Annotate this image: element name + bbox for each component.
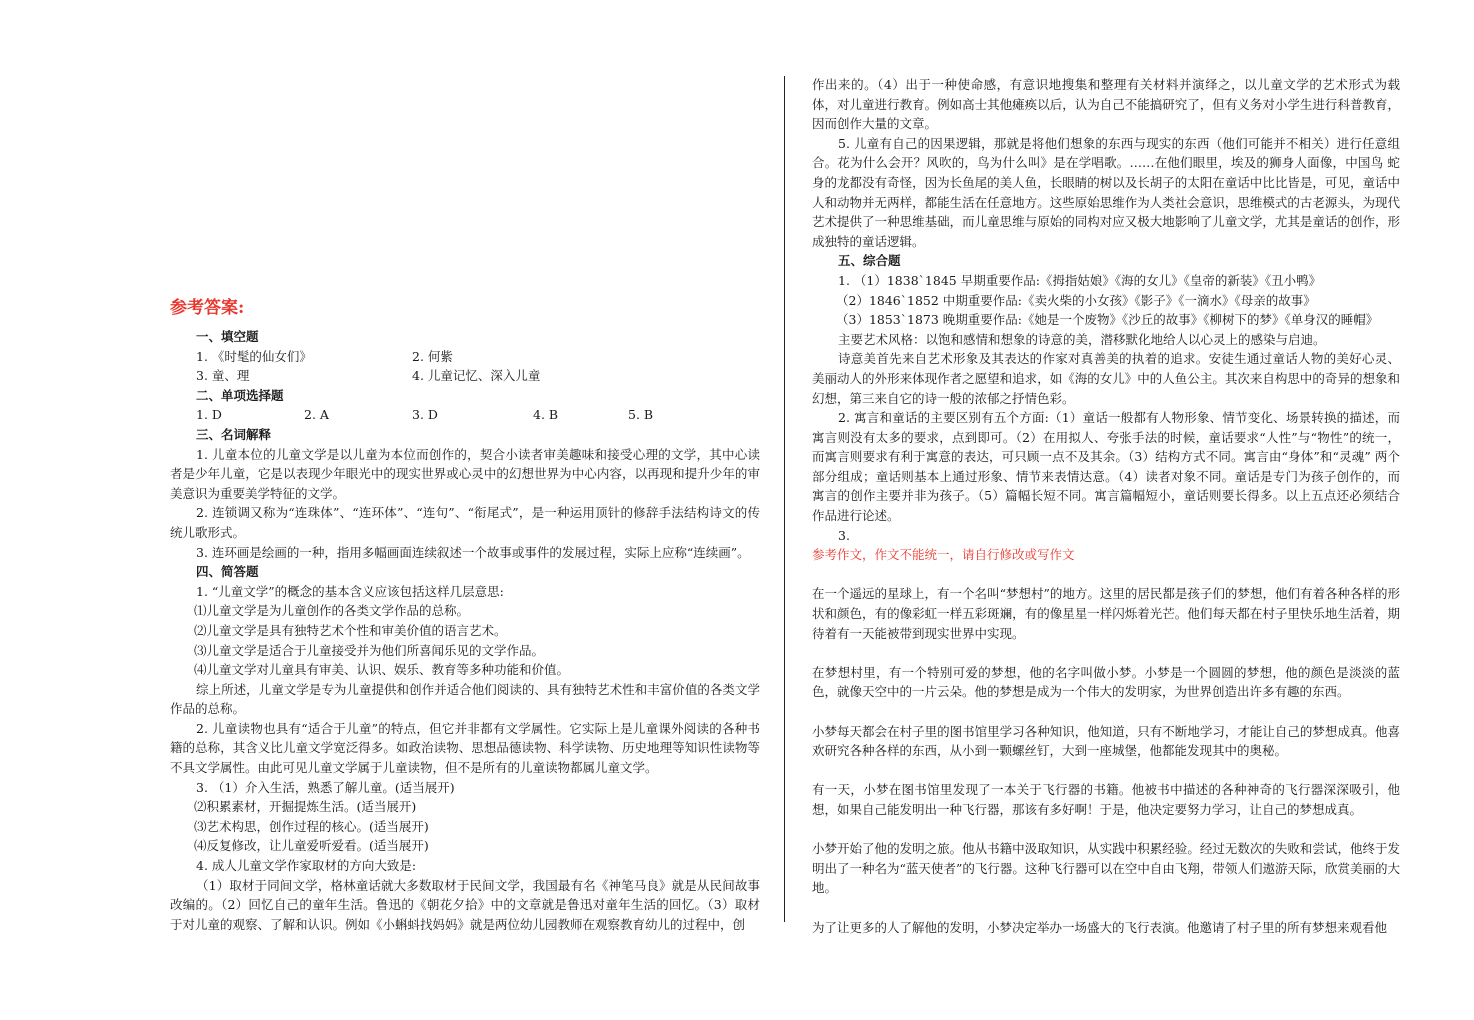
essay-note: 参考作文，作文不能统一，请自行修改或写作文 (812, 547, 1075, 563)
list-item: （2）1846`1852 中期重要作品:《卖火柴的小女孩》《影子》《一滴水》《母亲的故事》 (836, 292, 1316, 308)
choice-answer-row (170, 405, 760, 425)
answer-item: 3. 童、理 (196, 368, 250, 384)
spacer (812, 898, 1400, 918)
essay-paragraph: 有一天，小梦在图书馆里发现了一本关于飞行器的书籍。他被书中描述的各种神奇的飞行器深深吸引，他想，如果自己能发明出一种飞行器，那该有多好啊！于是，他决定要努力学习，让自己的梦想成真。 (812, 782, 1400, 817)
list-item: ⑶儿童文学是适合于儿童接受并为他们所喜闻乐见的文学作品。 (194, 642, 545, 658)
column-divider (784, 76, 785, 922)
section-choice-heading: 二、单项选择题 (196, 387, 284, 403)
paragraph: 5. 儿童有自己的因果逻辑，那就是将他们想象的东西与现实的东西（他们可能并不相关）进行任意组合。花为什么会开？风吹的，鸟为什么叫》是在学唱歌。……在他们眼里，埃及的狮身人面像，中国鸟 蛇身的龙都没有奇怪，因为长鱼尾的美人鱼，长眼睛的树以及长胡子的太阳在童话中比比皆是，可见，童话中人和动物并无两样，都能生活在任意地方。这些原始思维作为人类社会意识，思维模式的古老源头，为现代艺术提供了一种思维基础，而儿童思维与原始的同构对应又极大地影响了儿童文学，尤其是童话的创作，形成独特的童话逻辑。 (812, 135, 1400, 249)
spacer (812, 820, 1400, 840)
paragraph: 诗意美首先来自艺术形象及其表达的作家对真善美的执着的追求。安徒生通过童话人物的美好心灵、美丽动人的外形来体现作者之愿望和追求，如《海的女儿》中的人鱼公主。其次来自构思中的奇异的想象和幻想，第三来自它的诗一般的浓郁之抒情色彩。 (812, 351, 1400, 406)
list-item: 1. （1）1838`1845 早期重要作品:《拇指姑娘》《海的女儿》《皇帝的新装》《丑小鸭》 (838, 272, 1322, 288)
list-item: 3. （1）介入生活，熟悉了解儿童。(适当展开) (196, 779, 455, 795)
spacer (812, 702, 1400, 722)
paragraph: 3. 连环画是绘画的一种，指用多幅画面连续叙述一个故事或事件的发展过程，实际上应称“连续画”。 (196, 544, 750, 560)
paragraph: 1. “儿童文学”的概念的基本含义应该包括这样几层意思: (196, 583, 504, 599)
paragraph: 作出来的。（4）出于一种使命感，有意识地搜集和整理有关材料并演绎之，以儿童文学的艺术形式为载体，对儿童进行教育。例如高士其他瘫痪以后，认为自己不能搞研究了，但有义务对小学生进行科普教育，因而创作大量的文章。 (812, 77, 1400, 132)
essay-paragraph: 在一个遥远的星球上，有一个名叫“梦想村”的地方。这里的居民都是孩子们的梦想，他们有着各种各样的形状和颜色，有的像彩虹一样五彩斑斓，有的像星星一样闪烁着光芒。他们每天都在村子里快乐地生活着，期待着有一天能被带到现实世界中实现。 (812, 586, 1400, 641)
paragraph: 1. 儿童本位的儿童文学是以儿童为本位而创作的，契合小读者审美趣味和接受心理的文学，其中心读者是少年儿童，它是以表现少年眼光中的现实世界或心灵中的幻想世界为中心内容，以再现和提升少年的审美意识为重要美学特征的文学。 (170, 446, 760, 501)
essay-paragraph: 为了让更多的人了解他的发明，小梦决定举办一场盛大的飞行表演。他邀请了村子里的所有梦想来观看他 (812, 919, 1388, 935)
paragraph: 主要艺术风格：以饱和感情和想象的诗意的美，潜移默化地给人以心灵上的感染与启迪。 (838, 331, 1326, 347)
answer-item: 2. 何紫 (412, 348, 453, 364)
list-item: ⑶艺术构思，创作过程的核心。(适当展开) (194, 818, 429, 834)
paragraph: 4. 成人儿童文学作家取材的方向大致是: (196, 858, 417, 874)
paragraph: （1）取材于同间文学，格林童话就大多数取材于民间文学，我国最有名《神笔马良》就是从民间故事改编的。（2）回忆自己的童年生活。鲁迅的《朝花夕拾》中的文章就是鲁迅对童年生活的回忆。（3）取材于对儿童的观察、了解和认识。例如《小蝌蚪找妈妈》就是两位幼儿园教师在观察教育幼儿的过程中，创 (170, 877, 760, 932)
choice-answer: 2. A (304, 407, 329, 423)
list-item: （3）1853`1873 晚期重要作品:《她是一个废物》《沙丘的故事》《柳树下的梦》《单身汉的睡帽》 (836, 312, 1379, 328)
section-terms-heading: 三、名词解释 (196, 426, 272, 442)
list-item: ⑴儿童文学是为儿童创作的各类文学作品的总称。 (194, 603, 470, 619)
paragraph: 综上所述，儿童文学是专为儿童提供和创作并适合他们阅读的、具有独特艺术性和丰富价值的各类文学作品的总称。 (170, 681, 760, 717)
paragraph: 2. 寓言和童话的主要区别有五个方面:（1）童话一般都有人物形象、情节变化、场景转换的描述，而寓言则没有太多的要求，点到即可。（2）在用拟人、夸张手法的时候，童话要求“人性”与“物性”的统一，而寓言则要求有利于寓意的表达，可只顾一点不及其余。（3）结构方式不同。寓言由“身体”和“灵魂” 两个部分组成；童话则基本上通过形象、情节来表情达意。（4）读者对象不同。童话是专门为孩子创作的，而寓言的创作主要并非为孩子。（5）篇幅长短不同。寓言篇幅短小，童话则要长得多。以上五点还必须结合作品进行论述。 (812, 410, 1400, 524)
list-item: ⑷儿童文学对儿童具有审美、认识、娱乐、教育等多种功能和价值。 (194, 662, 570, 678)
choice-answer: 5. B (628, 407, 654, 423)
list-item: ⑵儿童文学是具有独特艺术个性和审美价值的语言艺术。 (194, 622, 507, 638)
section-comprehensive-heading: 五、综合题 (838, 253, 901, 269)
list-item: ⑷反复修改，让儿童爱听爱看。(适当展开) (194, 838, 429, 854)
page-title: 参考答案: (170, 298, 245, 318)
spacer (812, 761, 1400, 781)
list-item: ⑵积累素材，开掘提炼生活。(适当展开) (194, 799, 417, 815)
spacer (812, 565, 1400, 585)
essay-paragraph: 小梦开始了他的发明之旅。他从书籍中汲取知识，从实践中积累经验。经过无数次的失败和尝试，他终于发明出了一种名为“蓝天使者”的飞行器。这种飞行器可以在空中自由飞翔，带领人们遨游天际，欣赏美丽的大地。 (812, 841, 1400, 896)
paragraph: 3. (838, 527, 850, 543)
left-column (170, 296, 760, 934)
paragraph: 2. 儿童读物也具有“适合于儿童”的特点，但它并非都有文学属性。它实际上是儿童课外阅读的各种书籍的总称，其含义比儿童文学宽泛得多。如政治读物、思想品德读物、科学读物、历史地理等知识性读物等不具文学属性。由此可见儿童文学属于儿童读物，但不是所有的儿童读物都属儿童文学。 (170, 720, 760, 776)
section-short-answer-heading: 四、简答题 (196, 564, 259, 580)
paragraph: 2. 连锁调又称为“连珠体”、“连环体”、“连句”、“衔尾式”，是一种运用顶针的修辞手法结构诗文的传统儿歌形式。 (170, 505, 760, 540)
right-column (812, 75, 1400, 937)
answer-item: 1. 《时髦的仙女们》 (196, 348, 312, 364)
essay-paragraph: 小梦每天都会在村子里的图书馆里学习各种知识，他知道，只有不断地学习，才能让自己的梦想成真。他喜欢研究各种各样的东西，从小到一颗螺丝钉，大到一座城堡，他都能发现其中的奥秘。 (812, 723, 1400, 759)
section-fill-blank-heading: 一、填空题 (196, 329, 259, 344)
essay-paragraph: 在梦想村里，有一个特别可爱的梦想，他的名字叫做小梦。小梦是一个圆圆的梦想，他的颜色是淡淡的蓝色，就像天空中的一片云朵。他的梦想是成为一个伟大的发明家，为世界创造出许多有趣的东西。 (812, 664, 1400, 700)
answer-row (170, 366, 760, 386)
choice-answer: 3. D (412, 407, 438, 423)
spacer (812, 643, 1400, 663)
choice-answer: 4. B (533, 407, 559, 423)
answer-row (170, 347, 760, 367)
choice-answer: 1. D (196, 407, 222, 423)
answer-item: 4. 儿童记忆、深入儿童 (412, 368, 541, 384)
